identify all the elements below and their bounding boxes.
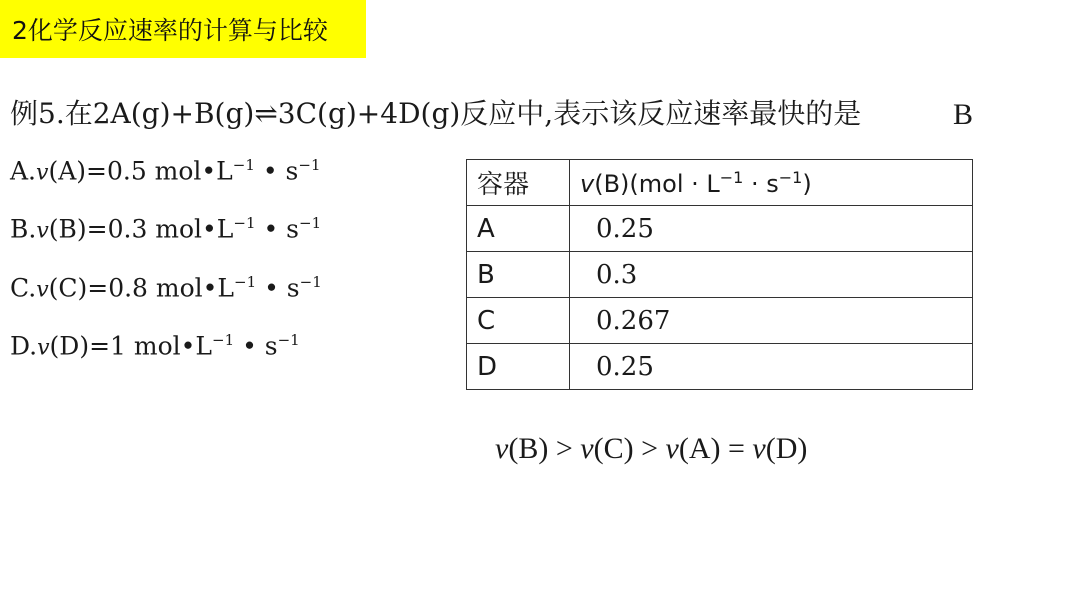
rate-table [466, 159, 973, 390]
cell-container: C [467, 298, 570, 344]
cell-container: B [467, 252, 570, 298]
answer-text: B [953, 98, 974, 131]
cell-value: 0.267 [570, 298, 973, 344]
cell-container: D [467, 344, 570, 390]
table-header-row [467, 160, 973, 206]
table-row [467, 252, 973, 298]
section-title-text: 2化学反应速率的计算与比较 [12, 16, 328, 45]
question-stem: 例5.在2A(g)+B(g)⇌3C(g)+4D(g)反应中,表示该反应速率最快的是 [10, 97, 862, 130]
cell-value: 0.25 [570, 206, 973, 252]
option-d: D.v(D)=1 $mol•L^{-1}$ • $s^{-1}$ [10, 331, 300, 361]
option-a: A.v(A)=0.5 $mol•L^{-1}$ • $s^{-1}$ [10, 156, 321, 186]
cell-container: A [467, 206, 570, 252]
cell-value: 0.25 [570, 344, 973, 390]
cell-value: 0.3 [570, 252, 973, 298]
header-container: 容器 [467, 160, 570, 206]
section-title [0, 0, 366, 58]
table-row [467, 344, 973, 390]
header-rate: $v(B)(mol \cdot L^{-1} \cdot s^{-1})$ [570, 160, 973, 206]
table-row [467, 298, 973, 344]
rate-comparison: v(B) > v(C) > v(A) = v(D) [495, 432, 808, 465]
option-c: C.v(C)=0.8 $mol•L^{-1}$ • $s^{-1}$ [10, 273, 322, 303]
option-b: B.v(B)=0.3 $mol•L^{-1}$ • $s^{-1}$ [10, 214, 322, 244]
table-row [467, 206, 973, 252]
